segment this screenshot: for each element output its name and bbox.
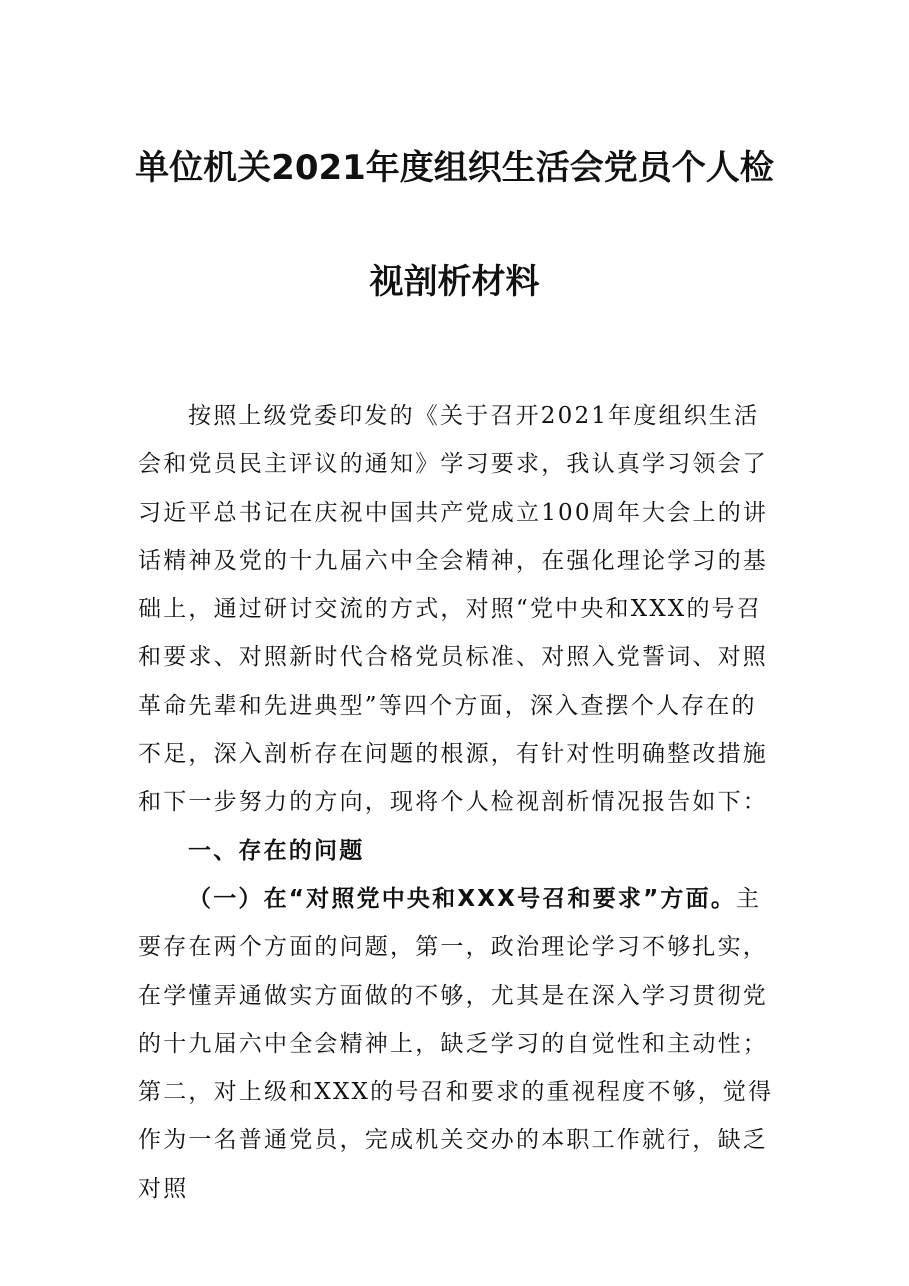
subsection-paragraph xyxy=(138,875,778,1213)
document-title-line-2: 视剖析材料 xyxy=(369,262,540,302)
document-body xyxy=(138,392,778,1213)
subsection-text: 主要存在两个方面的问题，第一，政治理论学习不够扎实，在学懂弄通做实方面做的不够，尤其是在深入学习贯彻党的十九届六中全会精神上，缺乏学习的自觉性和主动性；第二，对上级和XXX的号召和要求的重视程度不够，觉得作为一名普通党员，完成机关交办的本职工作就行，缺乏对照 xyxy=(138,885,774,1202)
document-title-line-1: 单位机关2021年度组织生活会党员个人检 xyxy=(135,148,774,188)
section-heading-problems: 一、存在的问题 xyxy=(188,837,365,864)
subsection-heading: （一）在“对照党中央和XXX号召和要求”方面。 xyxy=(188,885,737,912)
intro-paragraph: 按照上级党委印发的《关于召开2021年度组织生活会和党员民主评议的通知》学习要求，我认真学习领会了习近平总书记在庆祝中国共产党成立100周年大会上的讲话精神及党的十九届六中全会精神，在强化理论学习的基础上，通过研讨交流的方式，对照“党中央和XXX的号召和要求、对照新时代合格党员标准、对照入党誓词、对照革命先辈和先进典型”等四个方面，深入查摆个人存在的不足，深入剖析存在问题的根源，有针对性明确整改措施和下一步努力的方向，现将个人检视剖析情况报告如下： xyxy=(138,403,769,816)
